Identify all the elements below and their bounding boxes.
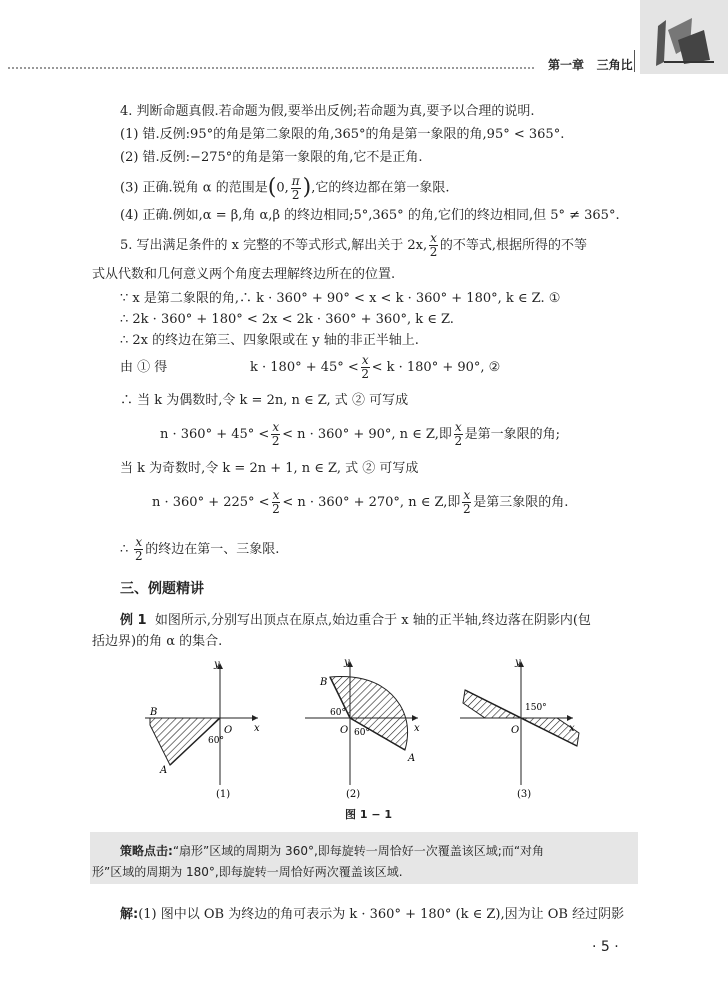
example1-line2: 括边界)的角 α 的集合. <box>92 634 223 649</box>
x-label: x <box>414 723 420 734</box>
fraction-x-over-2 <box>271 421 280 448</box>
fraction-x-over-2 <box>462 489 471 516</box>
item5-step-8 <box>152 488 568 518</box>
page-number: · 5 · <box>592 939 619 955</box>
inequality-left: n · 360° + 45° < <box>160 427 270 442</box>
item5-intro <box>120 232 587 260</box>
item5-step-4-pre: 由 ① 得 <box>120 360 168 375</box>
fraction-denominator: 2 <box>454 434 463 448</box>
solution-label: 解: <box>120 907 139 922</box>
interval-lower: 0, <box>276 180 289 196</box>
point-A-label: A <box>160 765 168 776</box>
x-arrow-icon <box>252 715 258 721</box>
angle-label: 60° <box>208 736 224 746</box>
example-label: 例 1 <box>120 613 147 628</box>
conclusion-text: 是第三象限的角. <box>473 495 569 510</box>
item4-answer-3-pre: (3) 正确.锐角 α 的范围是 <box>120 180 268 196</box>
point-A-label: A <box>408 753 416 764</box>
item5-step-1: ∵ x 是第二象限的角,∴ k · 360° + 90° < x < k · 360° + 180°, k ∈ Z. ① <box>120 291 561 306</box>
strategy-tip-text1: “扇形”区域的周期为 360°,即每旋转一周恰好一次覆盖该区域;而“对角 <box>172 844 545 858</box>
fraction-numerator: π <box>291 173 300 188</box>
interval-close-paren: ) <box>302 175 312 200</box>
fraction-numerator: x <box>272 488 280 502</box>
panel-label: (3) <box>517 789 532 800</box>
example-text: 如图所示,分别写出顶点在原点,始边重合于 x 轴的正半轴,终边落在阴影内(包 <box>154 613 591 628</box>
fraction-x-over-2 <box>272 489 281 516</box>
fraction-denominator: 2 <box>462 502 471 516</box>
inequality-right: < k · 180° + 90°, ② <box>371 360 501 375</box>
fraction-numerator: x <box>361 353 369 367</box>
y-label: y <box>344 657 350 668</box>
item5-step-7: 当 k 为奇数时,令 k = 2n + 1, n ∈ Z, 式 ② 可写成 <box>120 461 419 476</box>
panel-label: (2) <box>346 789 361 800</box>
item5-inequality-2 <box>250 354 500 382</box>
figure-caption: 图 1 − 1 <box>345 808 393 821</box>
item4-heading: 4. 判断命题真假.若命题为假,要举出反例;若命题为真,要予以合理的说明. <box>120 104 535 119</box>
strategy-tip-line1 <box>120 842 544 860</box>
y-label: y <box>214 659 220 670</box>
chapter-title: 三角比 <box>596 58 633 72</box>
item5-step-2: ∴ 2k · 360° + 180° < 2x < 2k · 360° + 360°, k ∈ Z. <box>120 312 454 327</box>
x-label: x <box>254 723 260 734</box>
fraction-denominator: 2 <box>134 549 143 563</box>
solution-line <box>120 906 624 924</box>
fraction-x-over-2 <box>134 536 143 563</box>
inequality-left: k · 180° + 45° < <box>250 360 359 375</box>
item4-answer-4: (4) 正确.例如,α = β,角 α,β 的终边相同;5°,365° 的角,它们的终边相同,但 5° ≠ 365°. <box>120 208 620 223</box>
fraction-denominator: 2 <box>361 367 370 381</box>
example1-line1 <box>120 612 591 630</box>
item5-step-9 <box>120 535 279 565</box>
angle-label-upper: 60° <box>330 708 346 718</box>
x-arrow-icon <box>567 715 573 721</box>
item5-intro-line2: 式从代数和几何意义两个角度去理解终边所在的位置. <box>92 267 396 282</box>
figure-panel-1 <box>140 655 290 800</box>
point-B-label: B <box>320 677 328 688</box>
fraction-numerator: x <box>135 535 143 549</box>
x-label: x <box>569 723 575 734</box>
fraction-x-over-2 <box>429 232 438 259</box>
fraction-numerator: x <box>454 420 462 434</box>
fraction-x-over-2 <box>361 354 370 381</box>
origin-label: O <box>340 725 349 736</box>
strategy-tip-line2: 形”区域的周期为 180°,即每旋转一周恰好两次覆盖该区域. <box>92 865 403 879</box>
inequality-right: < n · 360° + 270°, n ∈ Z,即 <box>282 495 461 510</box>
interval-open-paren: ( <box>267 175 277 200</box>
angle-label: 150° <box>525 703 547 713</box>
logo-graphic <box>640 0 728 74</box>
item4-answer-2: (2) 错.反例:−275°的角是第一象限的角,它不是正角. <box>120 150 423 165</box>
header-rule <box>8 67 534 69</box>
point-B-label: B <box>150 707 158 718</box>
inequality-right: < n · 360° + 90°, n ∈ Z,即 <box>282 427 452 442</box>
fraction-numerator: x <box>430 231 437 245</box>
conclusion-text: 的终边在第一、三象限. <box>145 542 280 557</box>
figure-panel-3 <box>455 655 605 800</box>
item5-step-5: ∴ 当 k 为偶数时,令 k = 2n, n ∈ Z, 式 ② 可写成 <box>120 393 409 408</box>
header-separator <box>634 50 635 72</box>
therefore-symbol: ∴ <box>120 542 129 557</box>
chapter-logo <box>640 0 728 74</box>
fraction-denominator: 2 <box>272 502 280 516</box>
fraction-denominator: 2 <box>429 245 438 259</box>
origin-label: O <box>224 725 233 736</box>
chapter-label: 第一章 <box>548 58 585 72</box>
panel-label: (1) <box>216 789 231 800</box>
solution-text: (1) 图中以 OB 为终边的角可表示为 k · 360° + 180° (k ∈ Z),因为让 OB 经过阴影 <box>138 907 625 922</box>
fraction-x-over-2 <box>454 421 463 448</box>
item5-intro-post: 的不等式,根据所得的不等 <box>439 238 588 253</box>
strategy-tip-label: 策略点击: <box>120 844 173 858</box>
fraction-denominator: 2 <box>291 187 300 202</box>
y-label: y <box>515 657 521 668</box>
item5-step-3: ∴ 2x 的终边在第三、四象限或在 y 轴的非正半轴上. <box>120 333 419 348</box>
item4-answer-1: (1) 错.反例:95°的角是第二象限的角,365°的角是第一象限的角,95° < 365°. <box>120 127 565 142</box>
item5-intro-pre: 5. 写出满足条件的 x 完整的不等式形式,解出关于 2x, <box>120 238 428 253</box>
item5-step-6 <box>160 420 560 450</box>
x-arrow-icon <box>412 715 418 721</box>
item4-answer-3-post: ,它的终边都在第一象限. <box>311 180 450 196</box>
item4-answer-3 <box>120 173 449 204</box>
angle-label-lower: 60° <box>354 728 370 738</box>
origin-label: O <box>511 725 520 736</box>
fraction-pi-over-2 <box>291 175 301 202</box>
running-header <box>548 56 633 73</box>
figure-panel-2 <box>300 655 440 800</box>
inequality-left: n · 360° + 225° < <box>152 495 270 510</box>
fraction-numerator: x <box>463 488 471 502</box>
section-heading: 三、例题精讲 <box>120 581 204 597</box>
conclusion-text: 是第一象限的角; <box>464 427 561 442</box>
item5-step-4 <box>120 354 167 382</box>
fraction-denominator: 2 <box>271 434 280 448</box>
fraction-numerator: x <box>272 420 280 434</box>
